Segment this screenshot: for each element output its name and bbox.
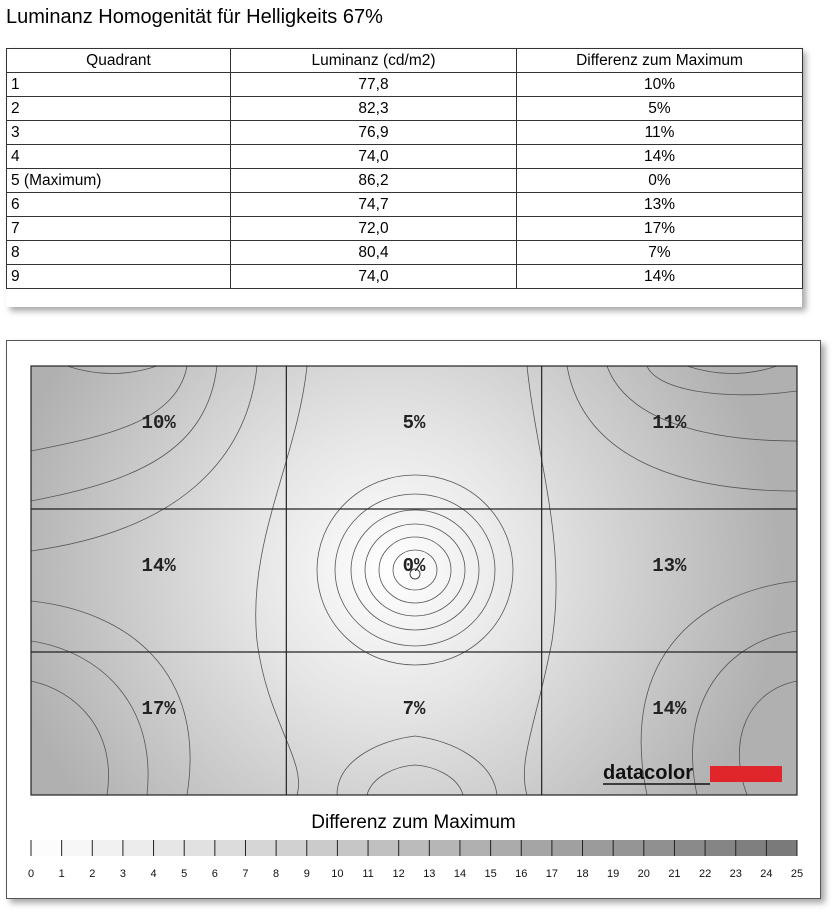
legend-tick-label: 23 (729, 868, 742, 880)
legend-tick-label: 25 (790, 868, 804, 880)
table-row (7, 265, 803, 289)
cell-luminance: 76,9 (231, 121, 517, 145)
legend-tick-label: 10 (331, 868, 344, 880)
legend-tick-label: 11 (362, 868, 374, 880)
legend-swatch (766, 840, 797, 856)
quadrant-label-1: 10% (141, 412, 176, 434)
legend-swatch (736, 840, 767, 856)
cell-difference: 14% (517, 145, 803, 169)
legend-swatch (123, 840, 154, 856)
legend-swatch (552, 840, 583, 856)
table-row (7, 97, 803, 121)
cell-quadrant: 1 (7, 73, 231, 97)
legend-tick-label: 18 (576, 868, 589, 880)
legend-tick-label: 6 (211, 868, 218, 880)
legend-swatch (644, 840, 675, 856)
legend-swatch (92, 840, 123, 856)
table-header-row (7, 49, 803, 73)
datacolor-logo-text: datacolor (603, 762, 694, 784)
cell-quadrant: 2 (7, 97, 231, 121)
legend-tick-label: 15 (484, 868, 497, 880)
legend-swatch (368, 840, 399, 856)
cell-difference: 0% (517, 169, 803, 193)
cell-quadrant: 7 (7, 217, 231, 241)
luminance-table-card (6, 48, 802, 307)
quadrant-label-2: 5% (402, 412, 426, 434)
cell-quadrant: 9 (7, 265, 231, 289)
table-row (7, 217, 803, 241)
cell-luminance: 80,4 (231, 241, 517, 265)
cell-luminance: 82,3 (231, 97, 517, 121)
quadrant-label-6: 13% (652, 555, 687, 577)
table-row (7, 73, 803, 97)
datacolor-logo-bar (710, 766, 782, 782)
legend-tick-label: 2 (89, 868, 96, 880)
cell-difference: 17% (517, 217, 803, 241)
cell-difference: 10% (517, 73, 803, 97)
legend-swatch (307, 840, 338, 856)
legend-swatch (154, 840, 185, 856)
legend-title: Differenz zum Maximum (311, 812, 516, 833)
cell-difference: 14% (517, 265, 803, 289)
legend-tick-label: 8 (273, 868, 280, 880)
legend-tick-label: 0 (27, 868, 35, 880)
table-row (7, 121, 803, 145)
legend-swatch (521, 840, 552, 856)
table-row (7, 241, 803, 265)
quadrant-label-3: 11% (652, 412, 687, 434)
cell-quadrant: 8 (7, 241, 231, 265)
quadrant-label-7: 17% (141, 698, 176, 720)
quadrant-label-9: 14% (652, 698, 687, 720)
legend-swatch (399, 840, 430, 856)
cell-luminance: 74,7 (231, 193, 517, 217)
legend-tick-label: 17 (545, 868, 559, 880)
page-title: Luminanz Homogenität für Helligkeits 67% (6, 6, 383, 28)
luminance-table (6, 48, 803, 289)
legend-swatch (184, 840, 215, 856)
legend-swatch (276, 840, 307, 856)
legend-tick-label: 13 (423, 868, 436, 880)
cell-quadrant: 6 (7, 193, 231, 217)
quadrant-label-5: 0% (402, 555, 426, 577)
cell-luminance: 72,0 (231, 217, 517, 241)
legend-tick-label: 14 (453, 868, 467, 880)
legend-tick-label: 19 (607, 868, 620, 880)
quadrant-label-4: 14% (141, 555, 176, 577)
legend-tick-label: 5 (181, 868, 188, 880)
cell-difference: 11% (517, 121, 803, 145)
cell-difference: 7% (517, 241, 803, 265)
column-header-difference: Differenz zum Maximum (517, 49, 803, 73)
legend-tick-label: 4 (150, 868, 157, 880)
legend-swatch (215, 840, 246, 856)
uniformity-map-card (6, 340, 821, 899)
legend-scale (28, 840, 803, 880)
legend-tick-label: 24 (760, 868, 773, 880)
cell-quadrant: 4 (7, 145, 231, 169)
table-row (7, 193, 803, 217)
legend-tick-label: 16 (515, 868, 528, 880)
legend-tick-label: 12 (392, 868, 405, 880)
legend-swatch (583, 840, 614, 856)
column-header-luminance: Luminanz (cd/m2) (231, 49, 517, 73)
cell-difference: 13% (517, 193, 803, 217)
legend-tick-label: 9 (303, 868, 310, 880)
cell-difference: 5% (517, 97, 803, 121)
cell-quadrant: 3 (7, 121, 231, 145)
cell-luminance: 77,8 (231, 73, 517, 97)
legend-tick-label: 20 (637, 868, 650, 880)
legend-tick-label: 22 (698, 868, 712, 880)
cell-luminance: 86,2 (231, 169, 517, 193)
legend-tick-label: 3 (119, 868, 126, 880)
legend-swatch (705, 840, 736, 856)
legend-swatch (31, 840, 62, 856)
table-row (7, 169, 803, 193)
legend-swatch (491, 840, 522, 856)
column-header-quadrant: Quadrant (7, 49, 231, 73)
legend-swatch (429, 840, 460, 856)
legend-tick-label: 7 (242, 868, 249, 880)
quadrant-label-8: 7% (402, 698, 426, 720)
legend-swatch (674, 840, 705, 856)
legend-tick-label: 1 (58, 868, 65, 880)
legend-swatch (613, 840, 644, 856)
cell-quadrant: 5 (Maximum) (7, 169, 231, 193)
legend-swatch (460, 840, 491, 856)
cell-luminance: 74,0 (231, 145, 517, 169)
legend-swatch (245, 840, 276, 856)
legend-tick-label: 21 (668, 868, 681, 880)
legend-swatch (62, 840, 93, 856)
cell-luminance: 74,0 (231, 265, 517, 289)
legend-swatch (337, 840, 368, 856)
table-row (7, 145, 803, 169)
